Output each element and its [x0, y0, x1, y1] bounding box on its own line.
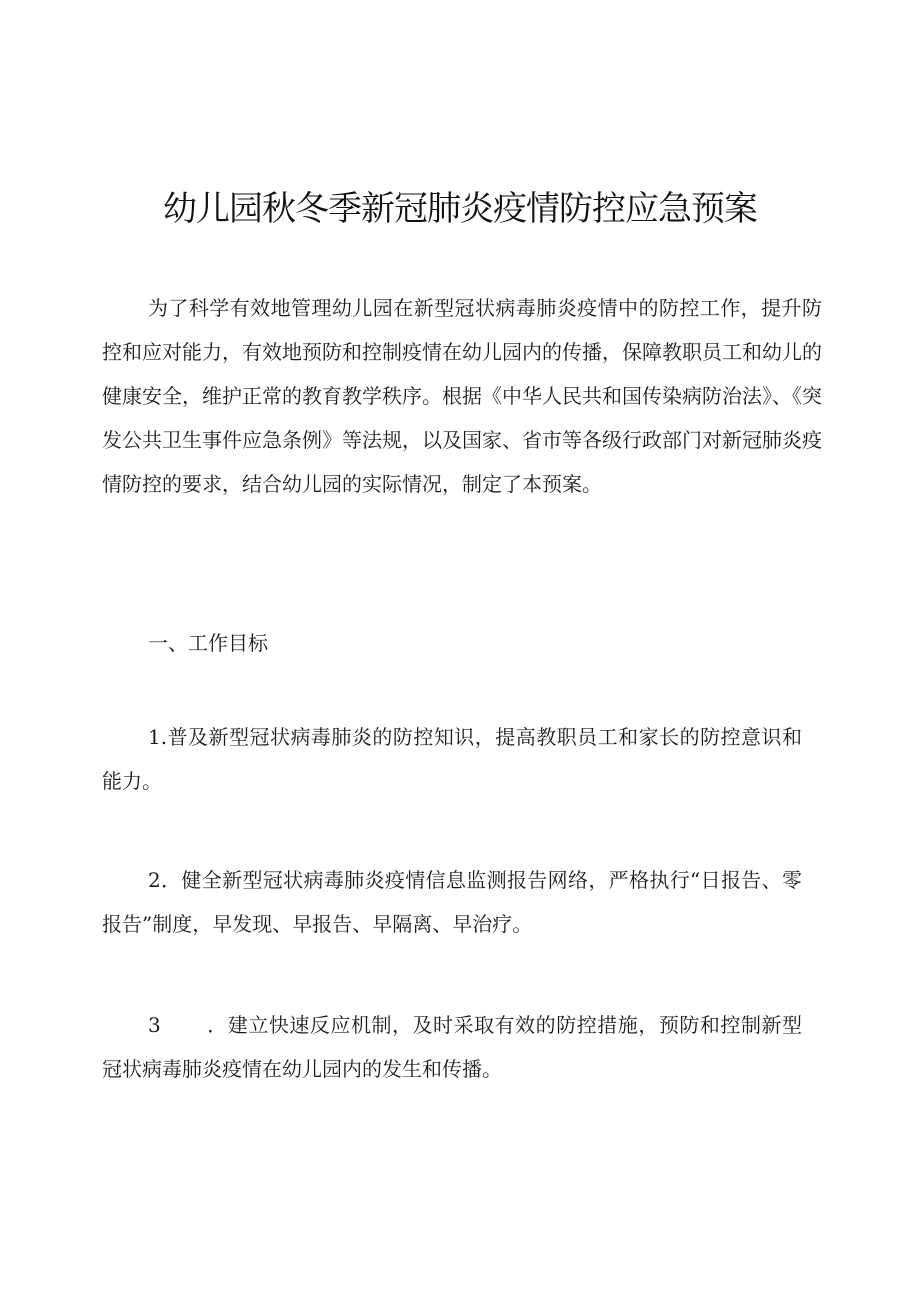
goal-item-2: 2．健全新型冠状病毒肺炎疫情信息监测报告网络，严格执行“日报告、零报告”制度，早发现、早报告、早隔离、早治疗。 — [102, 868, 802, 936]
goal-item-3 — [102, 1003, 802, 1091]
goal-item-1: 1.普及新型冠状病毒肺炎的防控知识，提高教职员工和家长的防控意识和能力。 — [102, 725, 802, 793]
section-heading-work-goals: 一、工作目标 — [148, 631, 268, 655]
goal-item-3-text: ．建立快速反应机制，及时采取有效的防控措施，预防和控制新型冠状病毒肺炎疫情在幼儿园内的发生和传播。 — [102, 1013, 802, 1081]
goal-item-3-number: 3 — [148, 1013, 161, 1037]
document-title: 幼儿园秋冬季新冠肺炎疫情防控应急预案 — [163, 189, 757, 229]
intro-paragraph: 为了科学有效地管理幼儿园在新型冠状病毒肺炎疫情中的防控工作，提升防控和应对能力，有效地预防和控制疫情在幼儿园内的传播，保障教职员工和幼儿的健康安全，维护正常的教育教学秩序。根据《中华人民共和国传染病防治法》、《突发公共卫生事件应急条例》等法规，以及国家、省市等各级行政部门对新冠肺炎疫情防控的要求，结合幼儿园的实际情况，制定了本预案。 — [102, 296, 822, 496]
